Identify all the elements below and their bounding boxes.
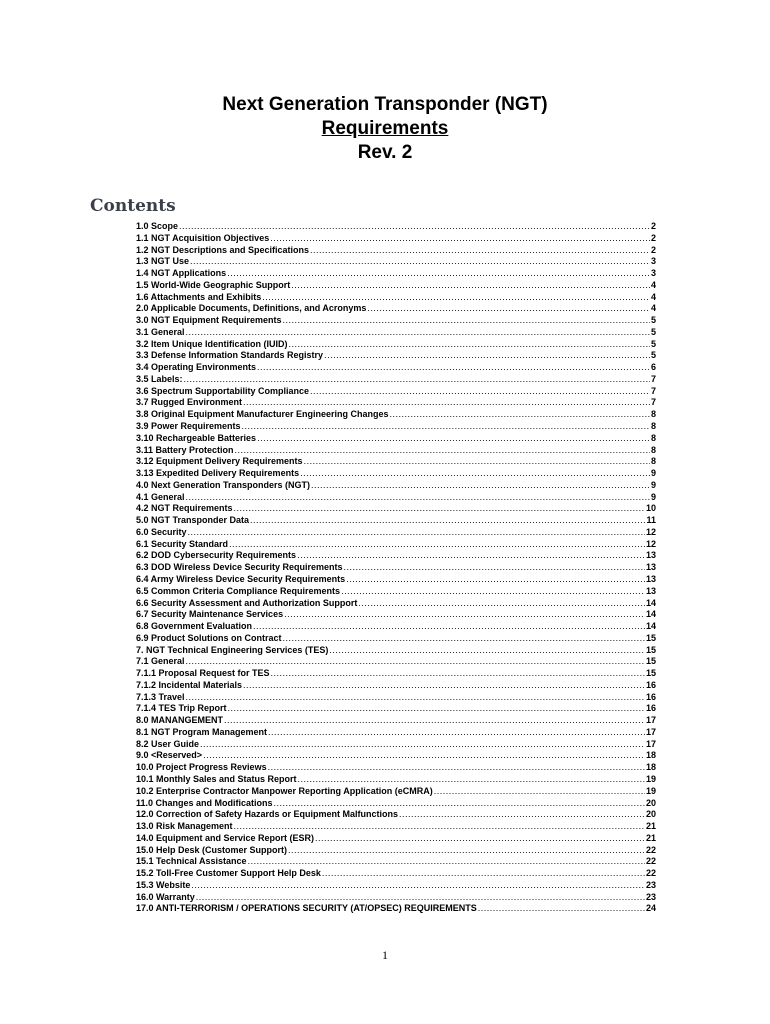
toc-entry-page: 14 (645, 609, 656, 620)
toc-entry[interactable] (136, 821, 656, 833)
toc-entry-title: 14.0 Equipment and Service Report (ESR) (136, 832, 315, 843)
toc-entry-page: 15 (645, 668, 656, 679)
toc-entry-page: 19 (645, 785, 656, 796)
title-line-1: Next Generation Transponder (NGT) (222, 94, 548, 115)
toc-leader-dots (284, 609, 645, 621)
toc-entry-title: 7.1.1 Proposal Request for TES (136, 668, 270, 679)
toc-entry-page: 17 (645, 726, 656, 737)
toc-entry-page: 15 (645, 656, 656, 667)
toc-entry[interactable] (136, 315, 656, 327)
title-line-2: Requirements (321, 118, 449, 139)
toc-entry-page: 23 (645, 879, 656, 890)
toc-leader-dots (289, 339, 650, 351)
toc-entry-page: 15 (645, 644, 656, 655)
toc-entry[interactable] (136, 433, 656, 445)
toc-leader-dots (344, 562, 645, 574)
toc-leader-dots (329, 645, 645, 657)
toc-entry-page: 8 (650, 432, 656, 443)
toc-entry[interactable] (136, 374, 656, 386)
toc-leader-dots (367, 303, 650, 315)
toc-entry-title: 6.4 Army Wireless Device Security Requirements (136, 573, 346, 584)
toc-entry-title: 15.2 Toll-Free Customer Support Help Desk (136, 868, 321, 879)
toc-entry-page: 10 (645, 503, 656, 514)
toc-entry-page: 11 (646, 515, 656, 526)
toc-leader-dots (234, 503, 645, 515)
toc-entry[interactable] (136, 339, 656, 351)
toc-entry-title: 1.3 NGT Use (136, 256, 190, 267)
toc-entry-page: 12 (645, 526, 656, 537)
toc-leader-dots (358, 598, 645, 610)
toc-leader-dots (268, 727, 645, 739)
toc-entry-page: 14 (645, 621, 656, 632)
toc-leader-dots (268, 762, 645, 774)
toc-leader-dots (310, 245, 650, 257)
toc-entry[interactable] (136, 739, 656, 751)
toc-entry-page: 4 (650, 291, 656, 302)
toc-entry-page: 20 (645, 809, 656, 820)
toc-entry[interactable] (136, 362, 656, 374)
toc-entry-page: 5 (650, 350, 656, 361)
toc-entry-title: 4.1 General (136, 491, 185, 502)
toc-entry-title: 6.1 Security Standard (136, 538, 229, 549)
toc-entry[interactable] (136, 221, 656, 233)
toc-entry-page: 3 (650, 268, 656, 279)
toc-leader-dots (186, 492, 650, 504)
toc-leader-dots (235, 445, 650, 457)
toc-entry-page: 22 (645, 844, 656, 855)
toc-entry-page: 16 (645, 703, 656, 714)
toc-leader-dots (234, 821, 645, 833)
toc-entry-title: 6.2 DOD Cybersecurity Requirements (136, 550, 297, 561)
toc-entry-title: 3.8 Original Equipment Manufacturer Engineering Changes (136, 409, 389, 420)
toc-entry[interactable] (136, 833, 656, 845)
toc-leader-dots (243, 680, 645, 692)
toc-leader-dots (196, 892, 645, 904)
toc-entry-page: 17 (645, 715, 656, 726)
toc-leader-dots (186, 327, 650, 339)
toc-entry-page: 2 (650, 232, 656, 243)
toc-entry-page: 23 (645, 891, 656, 902)
toc-entry-title: 3.12 Equipment Delivery Requirements (136, 456, 303, 467)
toc-entry-page: 5 (650, 326, 656, 337)
toc-entry-title: 6.6 Security Assessment and Authorization Support (136, 597, 358, 608)
toc-entry[interactable] (136, 856, 656, 868)
toc-entry[interactable] (136, 750, 656, 762)
toc-entry-page: 3 (650, 256, 656, 267)
toc-entry-page: 6 (650, 362, 656, 373)
toc-entry[interactable] (136, 798, 656, 810)
toc-entry-page: 4 (650, 303, 656, 314)
toc-entry-page: 7 (650, 397, 656, 408)
toc-leader-dots (188, 527, 645, 539)
toc-entry[interactable] (136, 539, 656, 551)
toc-entry-title: 10.1 Monthly Sales and Status Report (136, 773, 297, 784)
toc-leader-dots (271, 668, 645, 680)
toc-leader-dots (300, 468, 650, 480)
toc-entry-title: 3.0 NGT Equipment Requirements (136, 315, 282, 326)
toc-leader-dots (243, 397, 650, 409)
toc-entry-title: 1.4 NGT Applications (136, 268, 227, 279)
toc-entry[interactable] (136, 421, 656, 433)
toc-leader-dots (248, 856, 645, 868)
document-title (0, 93, 770, 165)
toc-entry-title: 6.8 Government Evaluation (136, 621, 253, 632)
toc-leader-dots (341, 586, 645, 598)
toc-entry[interactable] (136, 727, 656, 739)
toc-entry-title: 8.0 MANANGEMENT (136, 715, 224, 726)
toc-leader-dots (257, 433, 650, 445)
toc-entry-title: 3.6 Spectrum Supportability Compliance (136, 385, 310, 396)
toc-leader-dots (229, 539, 645, 551)
contents-heading: Contents (90, 196, 176, 216)
toc-entry-page: 4 (650, 279, 656, 290)
toc-entry-title: 4.2 NGT Requirements (136, 503, 233, 514)
toc-entry[interactable] (136, 692, 656, 704)
toc-entry[interactable] (136, 527, 656, 539)
toc-entry-title: 3.9 Power Requirements (136, 421, 241, 432)
toc-leader-dots (315, 833, 645, 845)
toc-entry[interactable] (136, 409, 656, 421)
toc-entry-title: 6.9 Product Solutions on Contract (136, 632, 282, 643)
toc-entry-title: 3.2 Item Unique Identification (IUID) (136, 338, 288, 349)
toc-entry-title: 6.5 Common Criteria Compliance Requirements (136, 585, 341, 596)
toc-entry[interactable] (136, 574, 656, 586)
toc-entry[interactable] (136, 233, 656, 245)
toc-entry[interactable] (136, 868, 656, 880)
toc-leader-dots (184, 374, 650, 386)
toc-entry-page: 2 (650, 221, 656, 231)
toc-entry-page: 16 (645, 691, 656, 702)
toc-entry-page: 12 (645, 538, 656, 549)
toc-entry[interactable] (136, 515, 656, 527)
toc-entry[interactable] (136, 762, 656, 774)
page-number: 1 (382, 948, 388, 962)
toc-entry-page: 20 (645, 797, 656, 808)
toc-entry-title: 13.0 Risk Management (136, 821, 233, 832)
toc-leader-dots (203, 750, 645, 762)
toc-entry[interactable] (136, 386, 656, 398)
toc-entry[interactable] (136, 292, 656, 304)
toc-leader-dots (298, 774, 645, 786)
toc-entry[interactable] (136, 268, 656, 280)
toc-entry-page: 18 (645, 750, 656, 761)
toc-leader-dots (311, 480, 650, 492)
toc-leader-dots (390, 409, 650, 421)
toc-entry[interactable] (136, 774, 656, 786)
toc-entry-title: 10.0 Project Progress Reviews (136, 762, 267, 773)
toc-leader-dots (346, 574, 645, 586)
toc-leader-dots (283, 633, 645, 645)
toc-leader-dots (186, 692, 645, 704)
toc-entry[interactable] (136, 715, 656, 727)
toc-entry-title: 15.1 Technical Assistance (136, 856, 247, 867)
toc-entry-title: 3.3 Defense Information Standards Registry (136, 350, 324, 361)
toc-entry[interactable] (136, 350, 656, 362)
toc-entry[interactable] (136, 680, 656, 692)
toc-entry-title: 6.3 DOD Wireless Device Security Requirements (136, 562, 343, 573)
toc-entry-title: 16.0 Warranty (136, 891, 195, 902)
toc-leader-dots (224, 715, 645, 727)
toc-entry-page: 9 (650, 479, 656, 490)
toc-leader-dots (242, 421, 650, 433)
toc-entry[interactable] (136, 586, 656, 598)
toc-leader-dots (227, 268, 650, 280)
toc-entry[interactable] (136, 562, 656, 574)
toc-entry[interactable] (136, 327, 656, 339)
toc-entry-title: 17.0 ANTI-TERRORISM / OPERATIONS SECURITY (AT/OPSEC) REQUIREMENTS (136, 903, 477, 914)
toc-leader-dots (253, 621, 645, 633)
toc-entry-title: 15.3 Website (136, 879, 191, 890)
toc-leader-dots (288, 845, 645, 857)
toc-entry-title: 6.7 Security Maintenance Services (136, 609, 284, 620)
toc-entry-page: 17 (645, 738, 656, 749)
toc-leader-dots (322, 868, 645, 880)
toc-leader-dots (186, 656, 645, 668)
toc-leader-dots (291, 280, 650, 292)
toc-entry[interactable] (136, 280, 656, 292)
toc-entry[interactable] (136, 456, 656, 468)
toc-entry-title: 3.10 Rechargeable Batteries (136, 432, 257, 443)
toc-entry-page: 24 (645, 903, 656, 914)
table-of-contents (136, 221, 656, 915)
toc-entry-page: 22 (645, 868, 656, 879)
toc-entry[interactable] (136, 598, 656, 610)
toc-entry-page: 7 (650, 373, 656, 384)
toc-entry[interactable] (136, 892, 656, 904)
toc-entry[interactable] (136, 633, 656, 645)
toc-entry[interactable] (136, 903, 656, 915)
toc-entry-page: 13 (645, 550, 656, 561)
toc-leader-dots (257, 362, 650, 374)
toc-entry-page: 2 (650, 244, 656, 255)
toc-entry-page: 8 (650, 444, 656, 455)
toc-entry-title: 12.0 Correction of Safety Hazards or Equipment Malfunctions (136, 809, 399, 820)
toc-entry-page: 21 (645, 821, 656, 832)
toc-entry-title: 15.0 Help Desk (Customer Support) (136, 844, 288, 855)
toc-entry-page: 13 (645, 562, 656, 573)
toc-entry-title: 4.0 Next Generation Transponders (NGT) (136, 479, 311, 490)
toc-entry[interactable] (136, 645, 656, 657)
toc-entry-title: 5.0 NGT Transponder Data (136, 515, 250, 526)
toc-entry-page: 13 (645, 585, 656, 596)
toc-entry[interactable] (136, 480, 656, 492)
toc-leader-dots (270, 233, 650, 245)
toc-entry-title: 9.0 <Reserved> (136, 750, 203, 761)
toc-leader-dots (191, 880, 645, 892)
toc-entry-page: 19 (645, 773, 656, 784)
toc-entry-title: 1.1 NGT Acquisition Objectives (136, 232, 270, 243)
toc-entry-title: 7.1 General (136, 656, 185, 667)
toc-entry-page: 13 (645, 573, 656, 584)
toc-entry-page: 8 (650, 421, 656, 432)
toc-entry-title: 3.5 Labels: (136, 373, 183, 384)
toc-leader-dots (283, 315, 650, 327)
toc-entry-title: 8.2 User Guide (136, 738, 200, 749)
toc-entry[interactable] (136, 492, 656, 504)
toc-entry[interactable] (136, 303, 656, 315)
toc-entry[interactable] (136, 880, 656, 892)
toc-entry-page: 5 (650, 315, 656, 326)
toc-leader-dots (250, 515, 645, 527)
toc-entry[interactable] (136, 397, 656, 409)
toc-entry-title: 3.7 Rugged Environment (136, 397, 243, 408)
toc-leader-dots (200, 739, 645, 751)
toc-entry[interactable] (136, 786, 656, 798)
toc-entry[interactable] (136, 845, 656, 857)
toc-entry-title: 10.2 Enterprise Contractor Manpower Reporting Application (eCMRA) (136, 785, 433, 796)
toc-leader-dots (434, 786, 645, 798)
toc-entry-title: 2.0 Applicable Documents, Definitions, and Acronyms (136, 303, 367, 314)
toc-entry-title: 6.0 Security (136, 526, 187, 537)
toc-entry[interactable] (136, 668, 656, 680)
toc-leader-dots (310, 386, 650, 398)
toc-entry-page: 14 (645, 597, 656, 608)
toc-entry-page: 8 (650, 456, 656, 467)
toc-leader-dots (274, 798, 645, 810)
toc-entry[interactable] (136, 621, 656, 633)
toc-entry-page: 22 (645, 856, 656, 867)
toc-leader-dots (399, 809, 645, 821)
toc-entry-title: 1.2 NGT Descriptions and Specifications (136, 244, 310, 255)
toc-entry-page: 15 (645, 632, 656, 643)
toc-entry-page: 16 (645, 679, 656, 690)
toc-entry-title: 1.6 Attachments and Exhibits (136, 291, 262, 302)
toc-entry[interactable] (136, 468, 656, 480)
toc-leader-dots (262, 292, 650, 304)
toc-entry[interactable] (136, 245, 656, 257)
toc-leader-dots (179, 221, 650, 233)
toc-entry[interactable] (136, 703, 656, 715)
toc-entry-page: 21 (645, 832, 656, 843)
toc-leader-dots (190, 256, 650, 268)
toc-entry-page: 9 (650, 468, 656, 479)
toc-entry-title: 8.1 NGT Program Management (136, 726, 268, 737)
toc-leader-dots (324, 350, 650, 362)
title-line-3: Rev. 2 (357, 142, 413, 163)
toc-leader-dots (478, 903, 645, 915)
toc-entry[interactable] (136, 445, 656, 457)
toc-entry-title: 7.1.3 Travel (136, 691, 185, 702)
toc-entry-page: 9 (650, 491, 656, 502)
toc-entry-title: 11.0 Changes and Modifications (136, 797, 273, 808)
toc-leader-dots (297, 550, 645, 562)
toc-entry-title: 1.0 Scope (136, 221, 179, 231)
toc-entry-title: 7.1.2 Incidental Materials (136, 679, 243, 690)
toc-entry-title: 3.1 General (136, 326, 185, 337)
toc-leader-dots (228, 703, 645, 715)
toc-entry-page: 18 (645, 762, 656, 773)
toc-entry-title: 3.11 Battery Protection (136, 444, 234, 455)
toc-entry-title: 1.5 World-Wide Geographic Support (136, 279, 291, 290)
toc-entry[interactable] (136, 550, 656, 562)
toc-entry[interactable] (136, 256, 656, 268)
toc-entry[interactable] (136, 809, 656, 821)
toc-entry-page: 7 (650, 385, 656, 396)
toc-entry-title: 3.13 Expedited Delivery Requirements (136, 468, 300, 479)
toc-entry[interactable] (136, 503, 656, 515)
toc-entry-page: 8 (650, 409, 656, 420)
toc-entry[interactable] (136, 609, 656, 621)
toc-entry-page: 5 (650, 338, 656, 349)
toc-entry-title: 7. NGT Technical Engineering Services (TES) (136, 644, 329, 655)
toc-entry-title: 3.4 Operating Environments (136, 362, 257, 373)
toc-entry[interactable] (136, 656, 656, 668)
toc-entry-title: 7.1.4 TES Trip Report (136, 703, 227, 714)
toc-leader-dots (304, 456, 650, 468)
